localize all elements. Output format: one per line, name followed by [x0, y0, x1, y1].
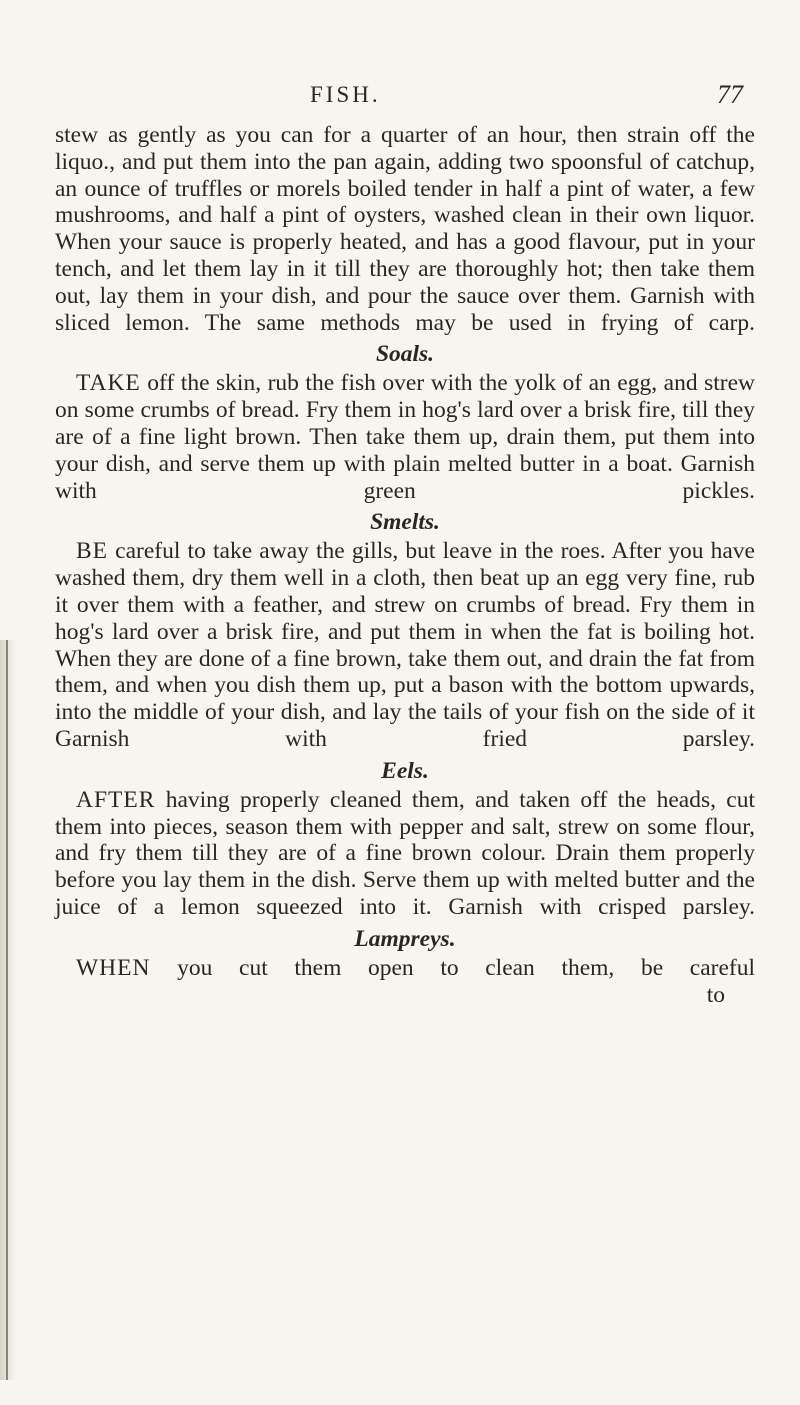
- page-number: 77: [717, 80, 743, 109]
- section-paragraph-lampreys: [55, 955, 755, 982]
- book-page: [55, 82, 755, 1008]
- section-paragraph-smelts: [55, 538, 755, 752]
- lead-word: TAKE: [76, 370, 141, 397]
- section-heading-eels: Eels.: [381, 757, 429, 784]
- lead-word: WHEN: [76, 954, 151, 981]
- catchword: to: [706, 981, 725, 1008]
- section-paragraph-eels: [55, 787, 755, 921]
- binding-edge: [6, 640, 8, 1380]
- paragraph-text: having properly cleaned them, and taken off the heads, cut them into pieces, season them with pepper and salt, strew on some flour, and fry them till they are of a fine brown colour. Drain them properly before you lay them in the dish. Serve them up with melted butter and the juice of a lemon squeezed into it. Garnish with crisped parsley.: [55, 786, 755, 920]
- section-heading-lampreys: Lampreys.: [354, 925, 456, 952]
- running-title: FISH.: [310, 82, 381, 107]
- section-heading-smelts: Smelts.: [370, 509, 440, 536]
- paragraph-text: off the skin, rub the fish over with the yolk of an egg, and strew on some crumbs of bread. Fry them in hog's lard over a brisk fire, till they are of a fine light brown. Then take them up, drain them, put them into your dish, and serve them up with plain melted butter in a boat. Garnish with green pickles.: [55, 370, 755, 504]
- section-paragraph-soals: [55, 370, 755, 504]
- section-heading-soals: Soals.: [375, 341, 435, 368]
- paragraph-text: careful to take away the gills, but leave in the roes. After you have washed them, dry them well in a cloth, then beat up an egg very fine, rub it over them with a feather, and strew on crumbs of bread. Fry them in hog's lard over a brisk fire, and put them in when the fat is boiling hot. When they are done of a fine brown, take them out, and drain the fat from them, and when you dish them up, put a bason with the bottom upwards, into the middle of your dish, and lay the tails of your fish on the side of it Garnish with fried parsley.: [55, 538, 755, 752]
- continued-paragraph: stew as gently as you can for a quarter of an hour, then strain off the liquo., and put them into the pan again, adding two spoonsful of catchup, an ounce of truffles or morels boiled tender in half a pint of water, a few mushrooms, and half a pint of oysters, washed clean in their own liquor. When your sauce is properly heated, and has a good flavour, put in your tench, and let them lay in it till they are thoroughly hot; then take them out, lay them in your dish, and pour the sauce over them. Garnish with sliced lemon. The same methods may be used in frying of carp.: [55, 122, 755, 336]
- paragraph-text: you cut them open to clean them, be careful: [150, 954, 755, 981]
- running-header: [55, 82, 755, 122]
- page-gutter-shadow: [0, 640, 16, 1380]
- lead-word: BE: [76, 538, 109, 565]
- lead-word: AFTER: [76, 786, 156, 813]
